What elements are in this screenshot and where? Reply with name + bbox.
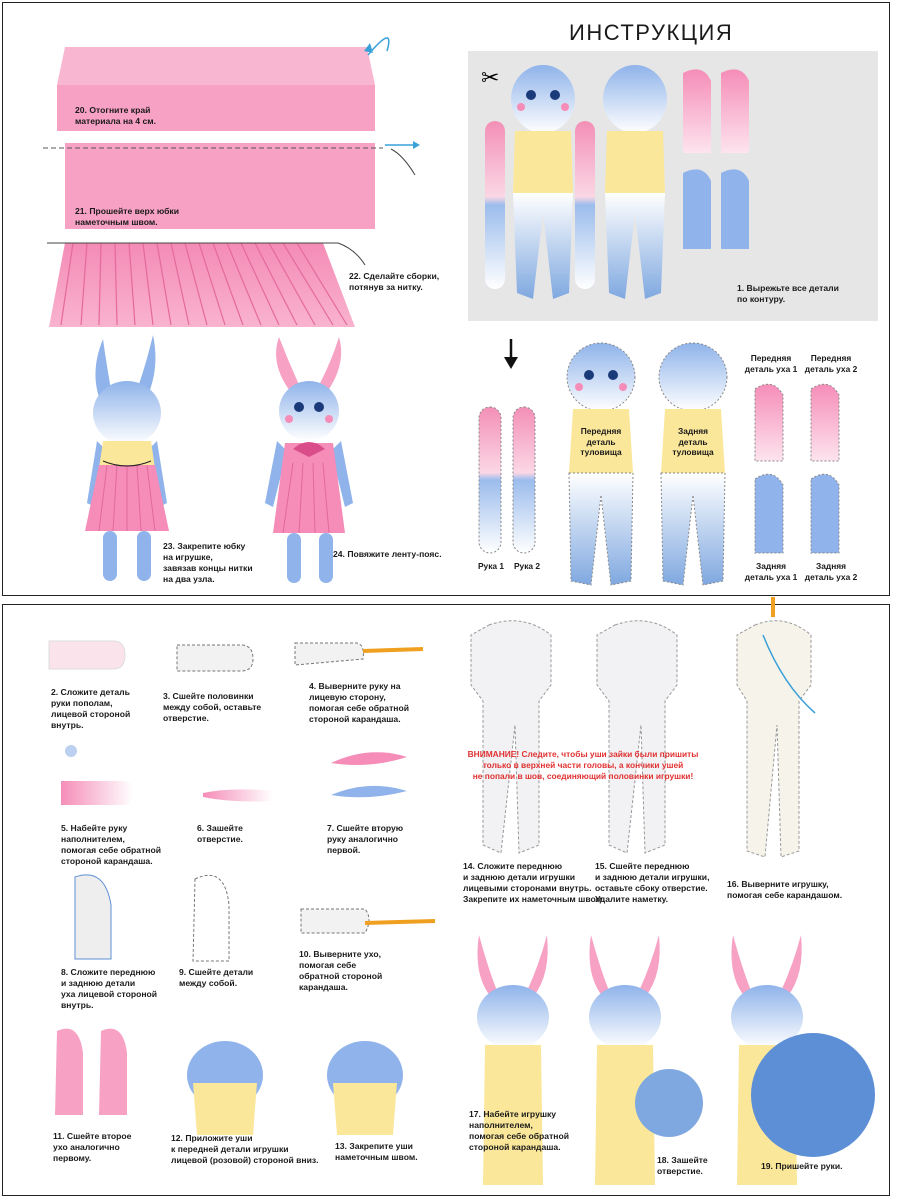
arm-1-label: Рука 1 — [477, 561, 505, 571]
step-8-text: 8. Сложите переднюю и заднюю детали уха лицевой стороной внутрь. — [61, 967, 158, 1010]
down-arrow-icon — [504, 339, 518, 369]
step-19-text: 19. Пришейте руки. — [761, 1161, 843, 1171]
step-6-text: 6. Зашейте отверстие. — [197, 823, 243, 844]
page-title: ИНСТРУКЦИЯ — [569, 20, 734, 45]
step-15-text: 15. Сшейте переднюю и заднюю детали игрушки, оставьте сбоку отверстие. Удалите наметку. — [595, 861, 710, 904]
step-12-text: 12. Приложите уши к передней детали игрушки лицевой (розовой) стороной вниз. — [171, 1133, 319, 1165]
step-11-text: 11. Сшейте второе ухо аналогично первому. — [53, 1131, 132, 1163]
back-ear-1-label: Задняя деталь уха 1 — [744, 561, 798, 582]
step-18-text: 18. Зашейте отверстие. — [657, 1155, 708, 1176]
bottom-panel-illustrations — [3, 605, 891, 1197]
top-instruction-panel — [2, 2, 890, 596]
cut-out-parts-board — [468, 51, 878, 321]
back-torso-label: Задняя деталь туловища — [672, 426, 714, 457]
step-2-text: 2. Сложите деталь руки пополам, лицевой стороной внутрь. — [51, 687, 131, 730]
back-ear-2-label: Задняя деталь уха 2 — [804, 561, 858, 582]
ears-attach-illustrations — [55, 1029, 403, 1135]
step-5-text: 5. Набейте руку наполнителем, помогая себе обратной стороной карандаша. — [61, 823, 162, 866]
step-4-text: 4. Выверните руку на лицевую сторону, помогая себе обратной стороной карандаша. — [309, 681, 410, 724]
front-ear-1-label: Передняя деталь уха 1 — [744, 353, 798, 374]
bunny-front-with-bow — [265, 337, 353, 583]
bottom-instruction-panel — [2, 604, 890, 1196]
step-7-text: 7. Сшейте вторую руку аналогично первой. — [327, 823, 404, 855]
front-ear-2-label: Передняя деталь уха 2 — [804, 353, 858, 374]
separated-parts — [479, 343, 839, 585]
scissors-icon: ✂ — [481, 65, 500, 90]
bunny-back-with-skirt — [85, 335, 169, 581]
step-3-text: 3. Сшейте половинки между собой, оставьте отверстие. — [163, 691, 262, 723]
step-1-text: 1. Вырежьте все детали по контуру. — [737, 283, 839, 304]
step-13-text: 13. Закрепите уши наметочным швом. — [335, 1141, 418, 1162]
step-21-text: 21. Прошейте верх юбки наметочным швом. — [75, 206, 179, 227]
step-23-text: 23. Закрепите юбку на игрушке, завязав концы нитки на два узла. — [163, 541, 253, 584]
step-17-text: 17. Набейте игрушку наполнителем, помогая себе обратной стороной карандаша. — [469, 1109, 570, 1152]
step-16-text: 16. Выверните игрушку, помогая себе карандашом. — [727, 879, 843, 900]
warning-text: ВНИМАНИЕ! Следите, чтобы уши зайки были пришиты только в верхней части головы, а кончики ушей не попали в шов, соединяющий половинки игрушки! — [467, 749, 699, 781]
step-22-text: 22. Сделайте сборки, потянув за нитку. — [349, 271, 440, 292]
gathered-skirt-illustration — [47, 243, 365, 327]
front-torso-label: Передняя деталь туловища — [580, 426, 622, 457]
step-20-text: 20. Отогните край материала на 4 см. — [75, 105, 156, 126]
step-10-text: 10. Выверните ухо, помогая себе обратной стороной карандаша. — [299, 949, 383, 992]
arm-2-label: Рука 2 — [513, 561, 541, 571]
body-sewing-illustrations — [471, 597, 815, 857]
step-14-text: 14. Сложите переднюю и заднюю детали игрушки лицевыми сторонами внутрь. Закрепите их наметочным швом. — [463, 861, 605, 904]
step-24-text: 24. Повяжите ленту-пояс. — [333, 549, 442, 559]
step-9-text: 9. Сшейте детали между собой. — [179, 967, 254, 988]
